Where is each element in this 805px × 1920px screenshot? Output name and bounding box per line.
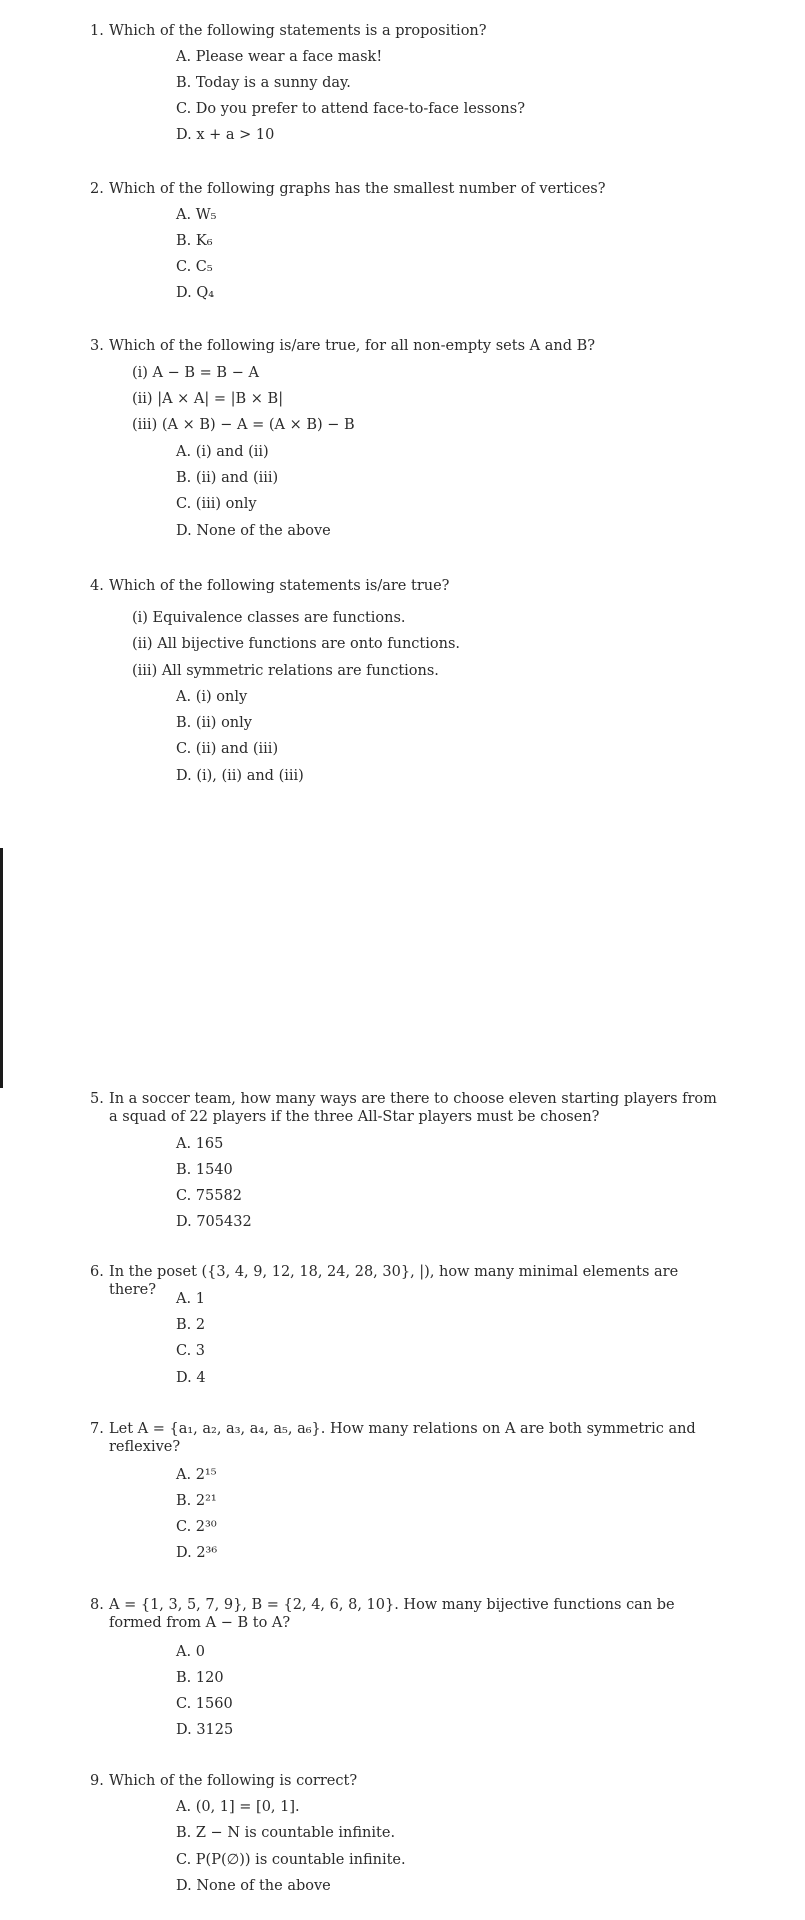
question-stem [90,577,719,595]
question-number: 9. [90,1773,104,1789]
option-b: B. 1540 [176,1162,233,1178]
option-a: A. 165 [176,1136,224,1152]
option-c: C. 3 [176,1343,206,1359]
statement-i: (i) A − B = B − A [132,365,259,381]
question-number: 8. [90,1597,104,1613]
question-text: A = {1, 3, 5, 7, 9}, B = {2, 4, 6, 8, 10}. How many bijective functions can be formed from A − B to A? [109,1597,675,1631]
option-b: B. 2²¹ [176,1493,217,1509]
question-stem [90,1772,719,1790]
option-c: C. Do you prefer to attend face-to-face lessons? [176,101,525,117]
question-text: Which of the following statements is/are true? [109,578,450,594]
scan-edge-mark [0,848,3,1088]
statement-iii: (iii) (A × B) − A = (A × B) − B [132,417,355,433]
option-c: C. 75582 [176,1188,242,1204]
question-text: In the poset ({3, 4, 9, 12, 18, 24, 28, 30}, |), how many minimal elements are there? [109,1264,679,1298]
statement-ii: (ii) All bijective functions are onto functions. [132,636,461,652]
option-a: A. 0 [176,1644,205,1660]
option-b: B. (ii) only [176,715,252,731]
option-c: C. C₅ [176,259,213,275]
option-a: A. (0, 1] = [0, 1]. [176,1799,300,1815]
option-c: C. (ii) and (iii) [176,741,279,757]
option-b: B. 120 [176,1670,224,1686]
question-stem [90,1090,719,1126]
question-stem [90,22,719,40]
option-d: D. 3125 [176,1722,234,1738]
question-number: 6. [90,1264,104,1280]
option-b: B. K₆ [176,233,213,249]
option-d: D. 705432 [176,1214,252,1230]
question-text: Let A = {a₁, a₂, a₃, a₄, a₅, a₆}. How many relations on A are both symmetric and reflexive? [109,1421,696,1455]
option-c: C. 2³⁰ [176,1519,217,1535]
option-a: A. 1 [176,1291,205,1307]
question-stem [90,1596,719,1632]
question-text: Which of the following is/are true, for all non-empty sets A and B? [109,338,596,354]
option-b: B. (ii) and (iii) [176,470,279,486]
question-number: 2. [90,181,104,197]
option-d: D. 4 [176,1370,206,1386]
option-b: B. Z − N is countable infinite. [176,1825,396,1841]
question-number: 3. [90,338,104,354]
option-c: C. P(P(∅)) is countable infinite. [176,1852,406,1868]
option-c: C. 1560 [176,1696,233,1712]
question-stem [90,180,719,198]
option-d: D. None of the above [176,523,331,539]
option-d: D. (i), (ii) and (iii) [176,768,304,784]
option-d: D. None of the above [176,1878,331,1894]
option-b: B. 2 [176,1317,206,1333]
question-number: 5. [90,1091,104,1107]
question-stem [90,337,719,355]
statement-i: (i) Equivalence classes are functions. [132,610,406,626]
option-a: A. 2¹⁵ [176,1467,217,1483]
option-a: A. (i) only [176,689,248,705]
option-a: A. W₅ [176,207,217,223]
question-number: 1. [90,23,104,39]
option-b: B. Today is a sunny day. [176,75,351,91]
option-c: C. (iii) only [176,496,257,512]
option-d: D. x + a > 10 [176,127,275,143]
option-d: D. Q₄ [176,285,215,301]
statement-ii: (ii) |A × A| = |B × B| [132,391,284,407]
question-text: Which of the following statements is a proposition? [109,23,487,39]
option-a: A. Please wear a face mask! [176,49,383,65]
question-stem [90,1420,719,1456]
question-text: Which of the following graphs has the smallest number of vertices? [109,181,606,197]
option-a: A. (i) and (ii) [176,444,269,460]
statement-iii: (iii) All symmetric relations are functions. [132,663,439,679]
question-text: Which of the following is correct? [109,1773,358,1789]
option-d: D. 2³⁶ [176,1545,218,1561]
question-number: 4. [90,578,104,594]
question-number: 7. [90,1421,104,1437]
question-text: In a soccer team, how many ways are there to choose eleven starting players from a squad of 22 players if the three All-Star players must be chosen? [109,1091,717,1125]
